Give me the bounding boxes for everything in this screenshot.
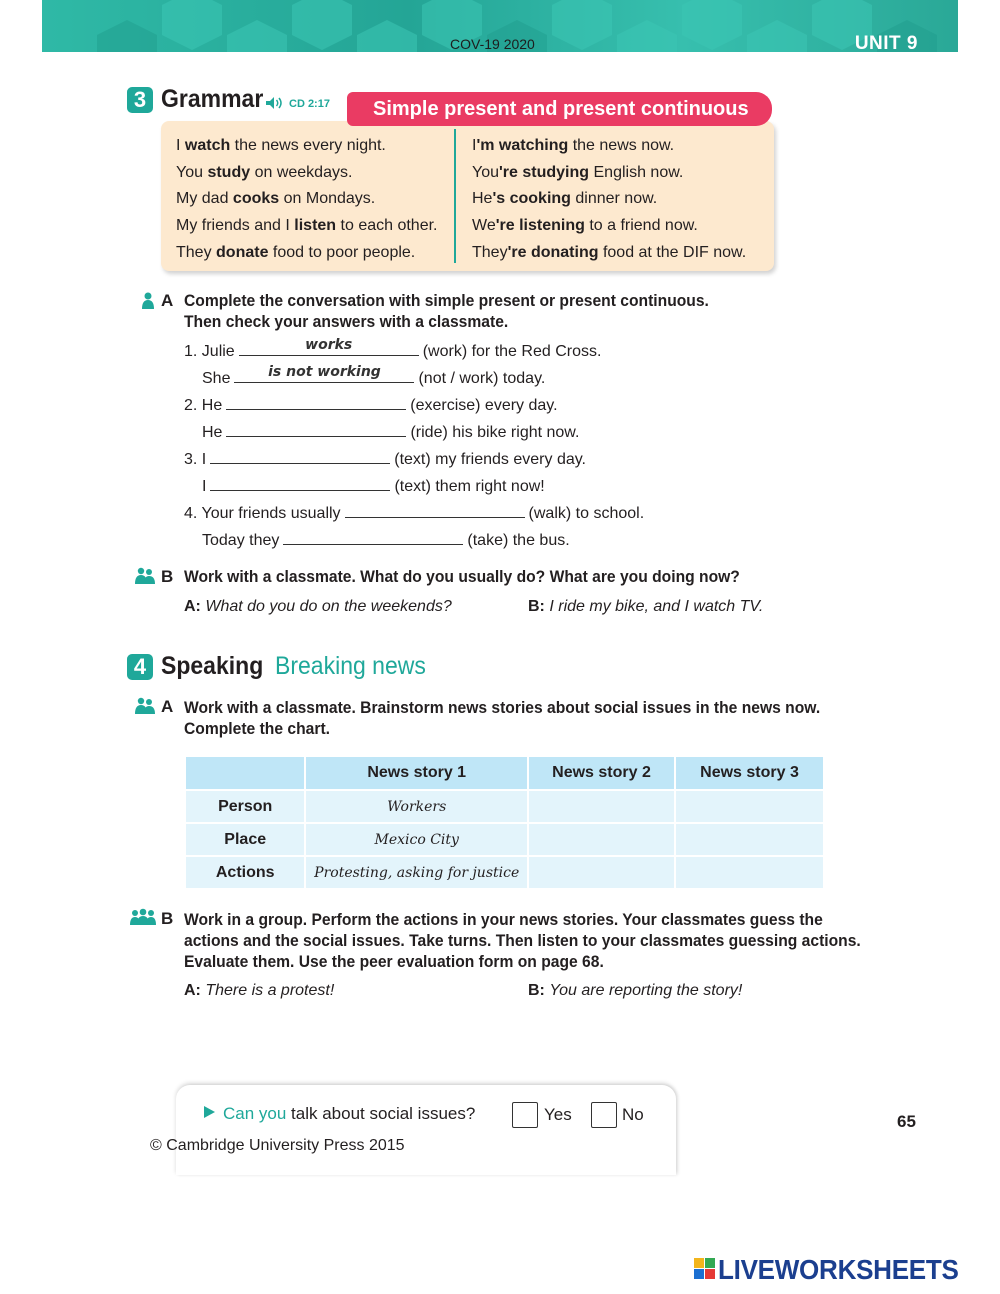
- item-lead: 1. Julie: [184, 343, 235, 360]
- speaking-a-instruction-2: Complete the chart.: [184, 719, 331, 738]
- row-label: Actions: [186, 857, 304, 888]
- speaking-title: Speaking: [161, 652, 264, 680]
- sentence-verb: 're donating: [507, 243, 599, 261]
- exercise-b-dialog-a: [184, 598, 452, 616]
- present-continuous-sentence: [472, 160, 746, 187]
- exercise-b-letter: B: [161, 567, 174, 586]
- speaker-b-label: B:: [528, 982, 545, 999]
- unit-label: UNIT 9: [854, 33, 918, 52]
- item-lead: 4. Your friends usually: [184, 505, 341, 522]
- sentence-verb: 'm watching: [476, 137, 569, 154]
- can-do-rest: talk about social issues?: [286, 1104, 476, 1123]
- speaking-b-letter: B: [161, 909, 174, 928]
- cd-track-label: CD 2:17: [289, 98, 330, 110]
- simple-present-sentence: [176, 133, 437, 160]
- item-lead: Today they: [202, 532, 280, 549]
- liveworksheets-logo-icon: [694, 1258, 716, 1282]
- exercise-a-instruction-1: Complete the conversation with simple present or present continuous.: [184, 291, 709, 310]
- table-cell[interactable]: [529, 824, 674, 855]
- table-cell[interactable]: [529, 857, 674, 888]
- yes-label: Yes: [544, 1105, 572, 1124]
- exercise-a-letter: A: [161, 291, 174, 310]
- can-do-question: [204, 1104, 475, 1124]
- sentence-rest: to each other.: [336, 217, 438, 235]
- answer-blank[interactable]: [226, 421, 406, 437]
- exercise-a-instruction-2: Then check your answers with a classmate.: [184, 312, 509, 331]
- speaking-b-dialog-b: [528, 982, 742, 1000]
- answer-blank[interactable]: [210, 475, 390, 491]
- table-row: [186, 857, 823, 888]
- can-do-box: [176, 1085, 676, 1175]
- sentence-subject: My dad: [176, 190, 233, 208]
- sentence-subject: They: [176, 243, 217, 261]
- table-cell[interactable]: Protesting, asking for justice: [306, 857, 527, 888]
- item-hint: (text) my friends every day.: [394, 451, 586, 468]
- section-number-3: 3: [127, 87, 153, 113]
- table-cell[interactable]: Workers: [306, 791, 527, 822]
- item-lead: He: [202, 424, 223, 441]
- item-hint: (walk) to school.: [528, 505, 645, 522]
- row-label: Person: [186, 791, 304, 822]
- sentence-verb: 's cooking: [492, 190, 571, 208]
- exercise-a-item: [184, 394, 558, 415]
- exercise-a-item: [202, 529, 570, 550]
- exercise-a-item: [202, 421, 579, 442]
- exercise-b-dialog-b: [528, 598, 763, 616]
- speaking-a-instruction-1: Work with a classmate. Brainstorm news stories about social issues in the news now.: [184, 698, 821, 717]
- answer-blank[interactable]: [234, 364, 414, 383]
- sentence-rest: on weekdays.: [250, 163, 353, 181]
- simple-present-sentence: [176, 160, 437, 187]
- speaker-icon[interactable]: [265, 96, 285, 110]
- sentence-verb: donate: [216, 243, 269, 261]
- table-cell[interactable]: [676, 791, 823, 822]
- exercise-a-item: [184, 502, 644, 523]
- exercise-a-item: [184, 337, 602, 361]
- sentence-subject: I: [176, 137, 185, 154]
- simple-present-sentence: [176, 213, 437, 240]
- section-number-4: 4: [127, 654, 153, 680]
- simple-present-column: [176, 133, 437, 267]
- sentence-subject: He: [472, 190, 493, 208]
- copyright-text: © Cambridge University Press 2015: [150, 1137, 405, 1154]
- grammar-topic-pill: Simple present and present continuous: [347, 92, 772, 126]
- sentence-rest: English now.: [589, 163, 684, 181]
- sentence-rest: on Mondays.: [279, 190, 376, 208]
- answer-blank[interactable]: [210, 448, 390, 464]
- grammar-title: Grammar: [161, 85, 264, 113]
- speaker-a-text: There is a protest!: [205, 982, 335, 999]
- table-header-story-3: News story 3: [676, 757, 823, 789]
- exercise-a-item: [202, 364, 546, 388]
- speaking-b-dialog-a: [184, 982, 334, 1000]
- play-triangle-icon: [204, 1106, 215, 1118]
- answer-text: works: [305, 337, 353, 353]
- present-continuous-sentence: [472, 213, 746, 240]
- banner-center-text: COV-19 2020: [450, 36, 535, 52]
- can-do-lead: Can you: [223, 1104, 287, 1123]
- no-checkbox[interactable]: [591, 1102, 617, 1128]
- sentence-verb: listen: [294, 217, 337, 235]
- group-people-icon: [130, 908, 156, 926]
- item-lead: 3. I: [184, 451, 207, 468]
- present-continuous-column: [472, 133, 746, 267]
- yes-checkbox[interactable]: [512, 1102, 538, 1128]
- speaker-b-text: I ride my bike, and I watch TV.: [549, 598, 764, 615]
- answer-blank[interactable]: [226, 394, 406, 410]
- grammar-divider: [454, 129, 456, 263]
- speaking-a-letter: A: [161, 697, 174, 716]
- sentence-verb: 're listening: [495, 217, 585, 235]
- sentence-verb: watch: [184, 137, 231, 154]
- sentence-rest: the news now.: [568, 137, 675, 154]
- exercise-b-instruction: Work with a classmate. What do you usually do? What are you doing now?: [184, 567, 740, 586]
- sentence-verb: study: [207, 163, 251, 181]
- item-hint: (take) the bus.: [467, 532, 570, 549]
- sentence-subject: We: [472, 217, 496, 235]
- speaker-a-text: What do you do on the weekends?: [205, 598, 452, 615]
- table-cell[interactable]: [676, 857, 823, 888]
- item-lead: 2. He: [184, 397, 223, 414]
- exercise-a-item: [184, 448, 586, 469]
- item-lead: I: [202, 478, 207, 495]
- sentence-rest: food at the DIF now.: [598, 243, 747, 261]
- table-header-story-1: News story 1: [306, 757, 527, 789]
- news-stories-table: [184, 755, 825, 890]
- simple-present-sentence: [176, 186, 437, 213]
- pair-people-icon: [135, 697, 155, 715]
- grammar-box: [161, 121, 774, 271]
- item-hint: (ride) his bike right now.: [410, 424, 580, 441]
- sentence-subject: I: [472, 137, 477, 154]
- answer-blank[interactable]: [283, 529, 463, 545]
- liveworksheets-text: LIVEWORKSHEETS: [718, 1254, 959, 1285]
- present-continuous-sentence: [472, 186, 746, 213]
- header-banner: [42, 0, 958, 52]
- speaking-b-instruction-1: Work in a group. Perform the actions in your news stories. Your classmates guess the: [184, 910, 823, 929]
- page-number: 65: [897, 1112, 916, 1131]
- table-cell[interactable]: Mexico City: [306, 824, 527, 855]
- present-continuous-sentence: [472, 240, 746, 267]
- speaker-b-text: You are reporting the story!: [549, 982, 743, 999]
- speaker-b-label: B:: [528, 598, 545, 615]
- sentence-verb: cooks: [232, 190, 280, 208]
- sentence-rest: the news every night.: [230, 137, 386, 154]
- item-hint: (not / work) today.: [418, 370, 546, 387]
- sentence-rest: food to poor people.: [268, 243, 416, 261]
- item-hint: (work) for the Red Cross.: [422, 343, 602, 360]
- table-header-corner: [186, 757, 304, 789]
- sentence-rest: dinner now.: [570, 190, 658, 208]
- table-row: [186, 824, 823, 855]
- speaking-subtitle: Breaking news: [275, 652, 426, 680]
- table-header-story-2: News story 2: [529, 757, 674, 789]
- table-cell[interactable]: [676, 824, 823, 855]
- table-cell[interactable]: [529, 791, 674, 822]
- speaking-b-instruction-3: Evaluate them. Use the peer evaluation form on page 68.: [184, 952, 604, 971]
- answer-blank[interactable]: [239, 337, 419, 356]
- sentence-subject: They: [472, 243, 508, 261]
- item-hint: (exercise) every day.: [410, 397, 558, 414]
- row-label: Place: [186, 824, 304, 855]
- sentence-subject: You: [472, 163, 499, 181]
- pair-people-icon: [135, 567, 155, 585]
- simple-present-sentence: [176, 240, 437, 267]
- item-lead: She: [202, 370, 231, 387]
- sentence-subject: You: [176, 163, 208, 181]
- sentence-rest: to a friend now.: [584, 217, 698, 235]
- speaker-a-label: A:: [184, 982, 201, 999]
- answer-text: is not working: [268, 364, 381, 380]
- exercise-a-item: [202, 475, 545, 496]
- answer-blank[interactable]: [345, 502, 525, 518]
- speaker-a-label: A:: [184, 598, 201, 615]
- speaking-b-instruction-2: actions and the social issues. Take turns. Then listen to your classmates guessing actions.: [184, 931, 861, 950]
- sentence-subject: My friends and I: [176, 217, 295, 235]
- present-continuous-sentence: [472, 133, 746, 160]
- table-row: [186, 791, 823, 822]
- single-person-icon: [141, 292, 155, 310]
- item-hint: (text) them right now!: [394, 478, 545, 495]
- no-label: No: [622, 1105, 644, 1124]
- sentence-verb: 're studying: [499, 163, 590, 181]
